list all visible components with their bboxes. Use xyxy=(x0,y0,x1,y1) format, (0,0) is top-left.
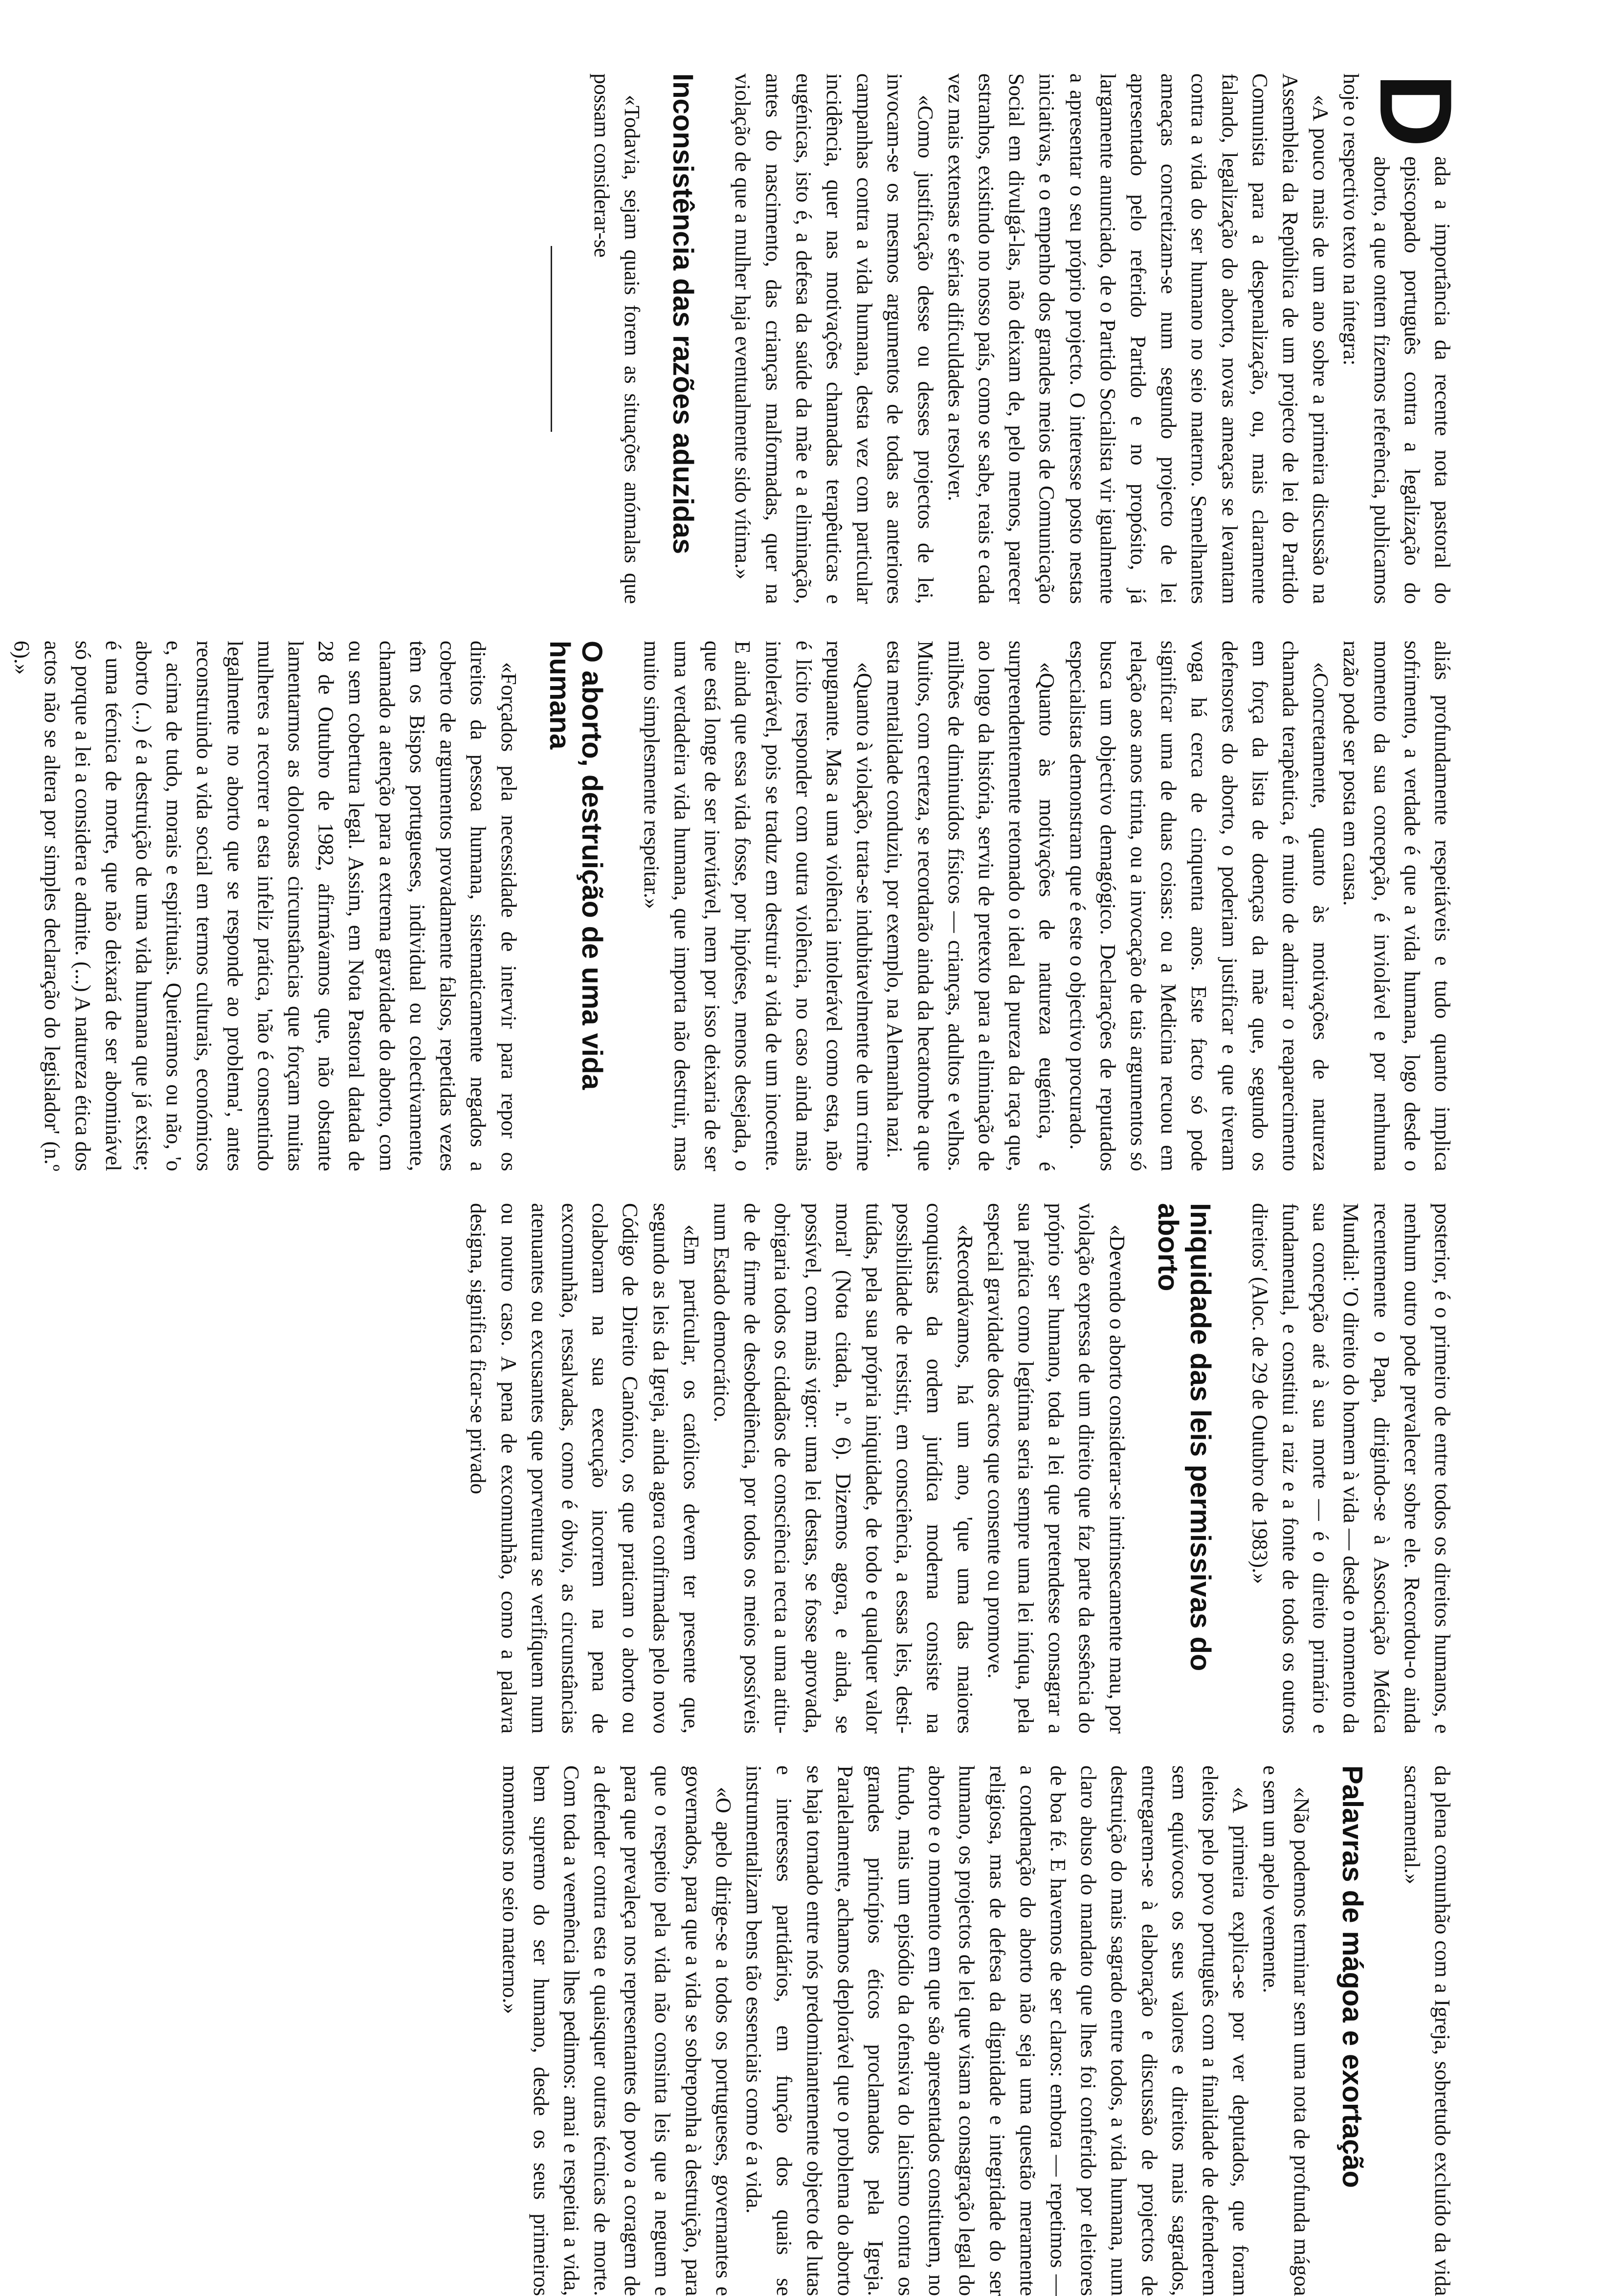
paragraph: «Quanto à violação, trata-se indubitavelmente de um crime repugnante. Mas a uma violência intolerável como esta, não é lícito responder com outra violência, no caso ainda mais intolerável, pois se traduz em destruir a vida de um inocente. E ainda que essa vida fosse, por hipótese, menos desejada, o que está longe de ser inevitável, nem por isso deixaria de ser uma verdadeira vida humana, que importa não destruir, mas muito simplesmente respeitar.» xyxy=(639,641,877,1171)
paragraph: «Como justificação desse ou desses projectos de lei, invocam-se os mesmos argumentos de todas as anteriores campanhas contra a vida humana, desta vez com particular incidência, quer nas motivações chamadas terapêuticas e eugénicas, isto é, a defesa da saúde da mãe e a eliminação, antes do nascimento, das crianças malformadas, quer na violação de que a mulher haja eventualmente sido vítima.» xyxy=(731,73,937,604)
paragraph: «A primeira explica-se por ver deputados, que foram eleitos pelo povo português com a finalidade de defenderem sem equívocos os seus valores e direitos mais sagrados, entregarem-se à elaboração e discussão de projectos de destruição do mais sagrado entre todos, a vida humana, num claro abuso do mandato que lhes foi conferido por eleitores de boa fé. E havemos de ser claros: embora — repetimos — a condenação do aborto não seja uma questão meramente religiosa, mas de defesa da dignidade e integridade do ser humano, os projectos de lei que visam a consagração legal do aborto e o momento em que são apresentados constituem, no fundo, mais um episódio da ofensiva do laicismo contra os grandes princípios éticos proclamados pela Igreja. Paralelamente, achamos deplorável que o problema do aborto se haja tornado entre nós predominantemente objecto de lutas e interesses partidários, em função dos quais se instrumentalizam bens tão essenciais como é a vida. xyxy=(741,1765,1253,2296)
paragraph: «Não podemos terminar sem uma nota de profunda mágoa e sem um apelo veemente. xyxy=(1259,1765,1314,2296)
section-heading: O aborto, destruição de uma vida humana xyxy=(543,641,608,1090)
paragraph: «Forçados pela necessidade de intervir para repor os direitos da pessoa humana, sistematicamente negados a coberto de argumentos provadamente falsos, repetidas vezes têm os Bispos portugueses, individual ou colectivamente, chamado a atenção para a extrema gravidade do aborto, com ou sem cobertura legal. Assim, em Nota Pastoral datada de 28 de Outubro de 1982, afirmávamos que, não obstante lamentarmos as dolorosas circunstâncias que forçam muitas mulheres a recorrer a esta infeliz prática, 'não é consentindo legalmente no aborto que se responde ao problema', antes reconstruindo a vida social em termos culturais, económicos e, acima de tudo, morais e espirituais. Queiramos ou não, 'o aborto (...) é a destruição de uma vida humana que já existe; é uma técnica de morte, que não deixará de ser abominável só porque a lei a considera e admite. (...) A natureza ética dos actos não se altera por simples declaração do legislador' (n.º 6).» xyxy=(10,641,521,1171)
section-heading: Inconsistência das razões aduzidas xyxy=(667,73,699,555)
paragraph: da plena comunhão com a Igreja, sobretudo excluído da vida sacramental.» xyxy=(1400,1765,1454,2296)
section-heading: Palavras de mágoa e exortação xyxy=(1336,1765,1368,2188)
section-heading: Iniquidade das leis permissivas do aborto xyxy=(1152,1203,1216,1672)
article-column-1 xyxy=(551,73,1473,604)
paragraph: «Quanto às motivações de natureza eugénica, é surpreendentemente retomado o ideal da pureza da raça que, ao longo da história, serviu de pretexto para a eliminação de milhões de diminuídos físicos — crianças, adultos e velhos. Muitos, com certeza, se recordarão ainda da hecatombe a que esta mentalidade conduziu, por exemplo, na Alemanha nazi. xyxy=(883,641,1059,1171)
divider-rule xyxy=(551,246,552,432)
paragraph: «O apelo dirige-se a todos os portugueses, governantes e governados, para que a vida se sobreponha à destruição, para que o respeito pela vida não consinta leis que a neguem e para que prevaleça nos representantes do povo a coragem de a defender contra esta e quaisquer outras técnicas de morte. Com toda a veemência lhes pedimos: amai e respeitai a vida, bem supremo do ser humano, desde os seus primeiros momentos no seio materno.» xyxy=(498,1765,735,2296)
paragraph: «Em particular, os católicos devem ter presente que, segundo as leis da Igreja, ainda agora confirmadas pelo novo Código de Direito Canónico, os que praticam o aborto ou colaboram na sua execução incorrem na pena de excomunhão, ressalvadas, como é óbvio, as circunstâncias atenuantes ou excusantes que porventura se verifiquem num ou noutro caso. A pena de excomunhão, como a palavra designa, significa ficar-se privado xyxy=(466,1203,703,1734)
intro-paragraph: ada a importância da recente nota pastoral do episcopado português contra a legalização do aborto, a que ontem fizemos referência, publicamos hoje o respectivo texto na íntegra: xyxy=(1339,73,1454,604)
paragraph: «Todavia, sejam quais forem as situações anómalas que possam considerar-se xyxy=(589,73,645,604)
article-column-3 xyxy=(463,1203,1457,1734)
paragraph: «Recordávamos, há um ano, 'que uma das maiores conquistas da ordem jurídica moderna consiste na possibilidade de resistir, em consciência, a essas leis, destituídas, pela sua própria iniquidade, de todo e qualquer valor moral' (Nota citada, n.º 6). Dizemos agora, e ainda, se possível, com mais vigor: uma lei destas, se fosse aprovada, obrigaria todos os cidadãos de consciência recta a uma atitude de firme de desobediência, por todos os meios possíveis num Estado democrático. xyxy=(709,1203,977,1734)
paragraph: posterior, é o primeiro de entre todos os direitos humanos, e nenhum outro pode prevalecer sobre ele. Recordou-o ainda recentemente o Papa, dirigindo-se à Associação Médica Mundial: 'O direito do homem à vida — desde o momento da sua concepção até à sua morte — é o direito primário e fundamental, e constitui a raiz e a fonte de todos os outros direitos' (Aloc. de 29 de Outubro de 1983).» xyxy=(1248,1203,1454,1734)
paragraph: «A pouco mais de um ano sobre a primeira discussão na Assembleia da República de um projecto de lei do Partido Comunista para a despenalização, ou, mais claramente falando, legalização do aborto, novas ameaças se levantam contra a vida do ser humano no seio materno. Semelhantes ameaças concretizam-se num segundo projecto de lei apresentado pelo referido Partido e no propósito, já largamente anunciado, de o Partido Socialista vir igualmente a apresentar o seu próprio projecto. O interesse posto nestas iniciativas, e o empenho dos grandes meios de Comunicação Social em divulgá-las, não deixam de, pelo menos, parecer estranhos, existindo no nosso país, como se sabe, reais e cada vez mais extensas e sérias dificuldades a resolver. xyxy=(943,73,1333,604)
drop-cap: D xyxy=(1359,73,1473,148)
paragraph: «Concretamente, quanto às motivações de natureza chamada terapêutica, é muito de admirar o reaparecimento em força da lista de doenças da mãe que, segundo os defensores do aborto, o poderiam justificar e que tiveram voga há cerca de cinquenta anos. Este facto só pode significar uma de duas coisas: ou a Medicina recuou em relação aos anos trinta, ou a invocação de tais argumentos só busca um objectivo demagógico. Declarações de reputados especialistas demonstram que é este o objectivo procurado. xyxy=(1065,641,1333,1171)
paragraph: «Devendo o aborto considerar-se intrinsecamente mau, por violação expressa de um direito que faz parte da essência do próprio ser humano, toda a lei que pretendesse consagrar a sua prática como legítima seria sempre uma lei iníqua, pela especial gravidade dos actos que consente ou promove. xyxy=(983,1203,1129,1734)
article-column-4 xyxy=(495,1765,1457,2296)
article-column-2 xyxy=(0,641,1457,1171)
paragraph: aliás profundamente respeitáveis e tudo quanto implica sofrimento, a verdade é que a vida humana, logo desde o momento da sua concepção, é inviolável e por nenhuma razão pode ser posta em causa. xyxy=(1339,641,1454,1171)
